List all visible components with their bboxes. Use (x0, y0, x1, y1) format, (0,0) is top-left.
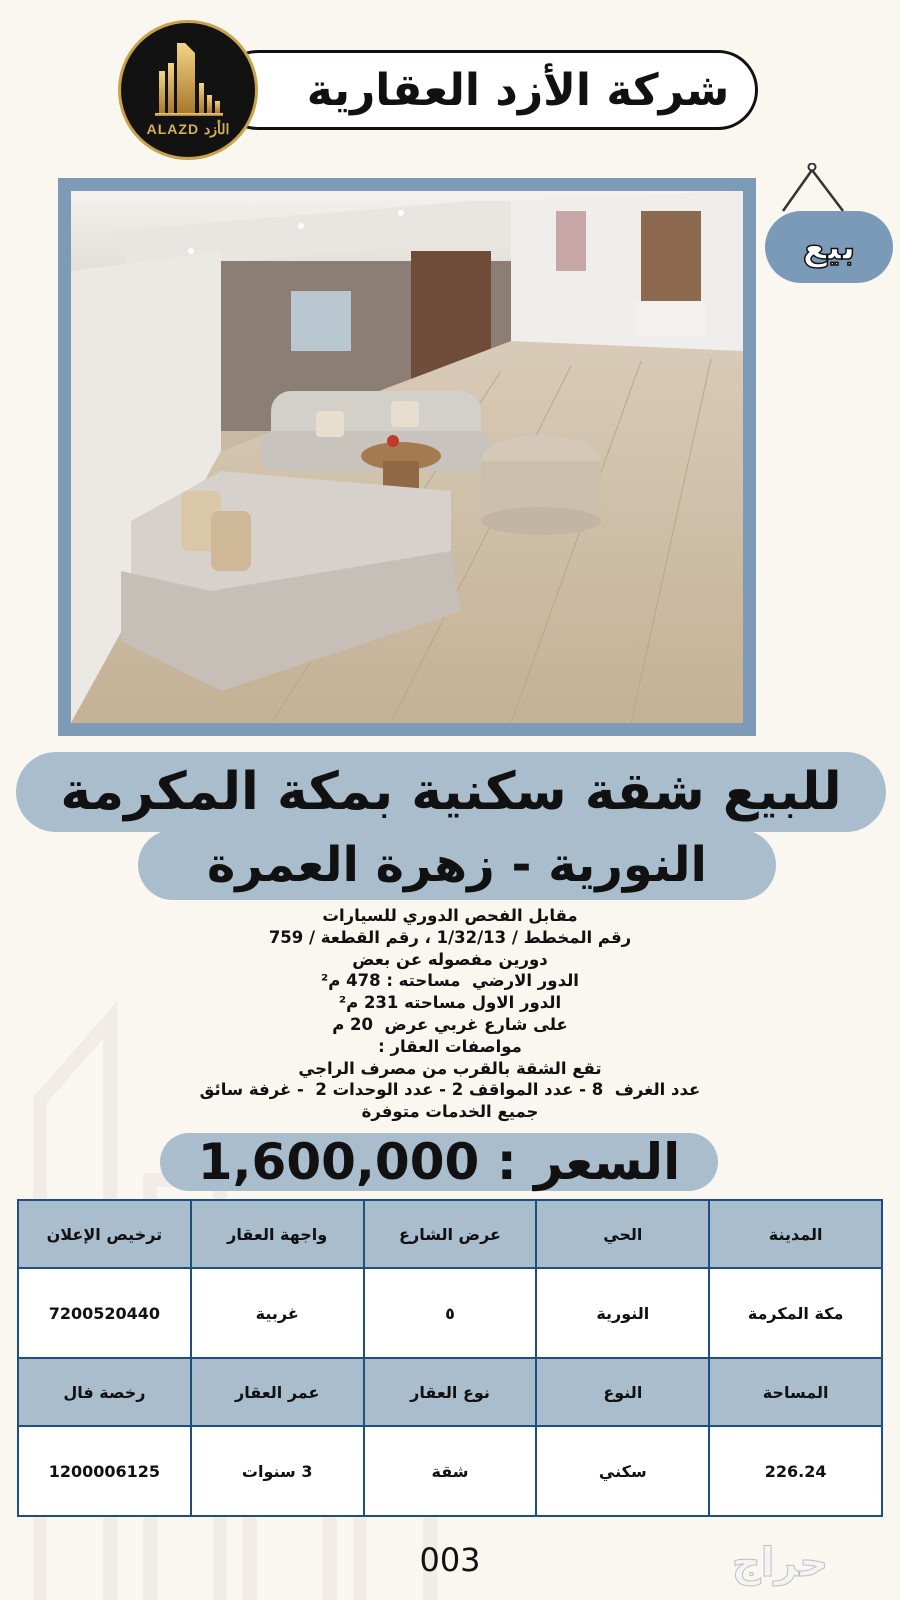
table-row (18, 1426, 882, 1516)
table-header-cell: المساحة (709, 1358, 882, 1426)
sale-tag (765, 211, 893, 283)
table-cell: غربية (191, 1268, 364, 1358)
table-header-cell: واجهة العقار (191, 1200, 364, 1268)
details-line: دورين مفصوله عن بعض (352, 949, 548, 969)
table-cell: ٥ (364, 1268, 537, 1358)
table-cell: النورية (536, 1268, 709, 1358)
living-room-illustration (71, 191, 743, 723)
title-band (16, 752, 886, 832)
table-header-cell: عمر العقار (191, 1358, 364, 1426)
table-header-cell: رخصة فال (18, 1358, 191, 1426)
property-info-table (17, 1199, 883, 1517)
listing-title: للبيع شقة سكنية بمكة المكرمة (60, 762, 842, 822)
watermark: حراج (731, 1540, 829, 1586)
property-photo (71, 191, 743, 723)
table-cell: سكني (536, 1426, 709, 1516)
table-header-row (18, 1358, 882, 1426)
company-name: شركة الأزد العقارية (306, 64, 730, 116)
sale-label: بيع (802, 226, 856, 268)
table-cell: 1200006125 (18, 1426, 191, 1516)
property-photo-frame (58, 178, 756, 736)
table-cell: 226.24 (709, 1426, 882, 1516)
listing-code: 003 (419, 1541, 481, 1579)
property-details (60, 905, 840, 1123)
details-line: رقم المخطط / 1/32/13 ، رقم القطعة / 759 (268, 927, 632, 947)
table-header-cell: عرض الشارع (364, 1200, 537, 1268)
table-header-row (18, 1200, 882, 1268)
details-line: مواصفات العقار : (378, 1036, 522, 1056)
details-line: جميع الخدمات متوفرة (361, 1102, 539, 1122)
company-name-pill (218, 50, 758, 130)
table-cell: 7200520440 (18, 1268, 191, 1358)
details-line: على شارع غربي عرض 20 م (332, 1014, 568, 1034)
table-cell: مكة المكرمة (709, 1268, 882, 1358)
subtitle-band (138, 830, 776, 900)
price: السعر : 1,600,000 (197, 1133, 681, 1191)
header (118, 20, 778, 160)
sale-sign (765, 163, 895, 293)
table-row (18, 1268, 882, 1358)
table-cell: 3 سنوات (191, 1426, 364, 1516)
price-band (160, 1133, 718, 1191)
details-line: تقع الشقة بالقرب من مصرف الراجي (298, 1058, 602, 1078)
details-line: الدور الاول مساحته 231 م² (338, 993, 562, 1013)
table-header-cell: ترخيص الإعلان (18, 1200, 191, 1268)
table-cell: شقة (364, 1426, 537, 1516)
details-line: عدد الغرف 8 - عدد المواقف 2 - عدد الوحدات 2 - غرفة سائق (199, 1080, 701, 1100)
details-line: الدور الارضي مساحته : 478 م² (321, 971, 579, 991)
table-header-cell: الحي (536, 1200, 709, 1268)
table-header-cell: المدينة (709, 1200, 882, 1268)
table-header-cell: نوع العقار (364, 1358, 537, 1426)
company-logo (118, 20, 258, 160)
details-line: مقابل الفحص الدوري للسيارات (322, 906, 578, 925)
listing-subtitle: النورية - زهرة العمرة (206, 837, 708, 893)
logo-text: ALAZD الأزد (146, 121, 230, 137)
table-header-cell: النوع (536, 1358, 709, 1426)
